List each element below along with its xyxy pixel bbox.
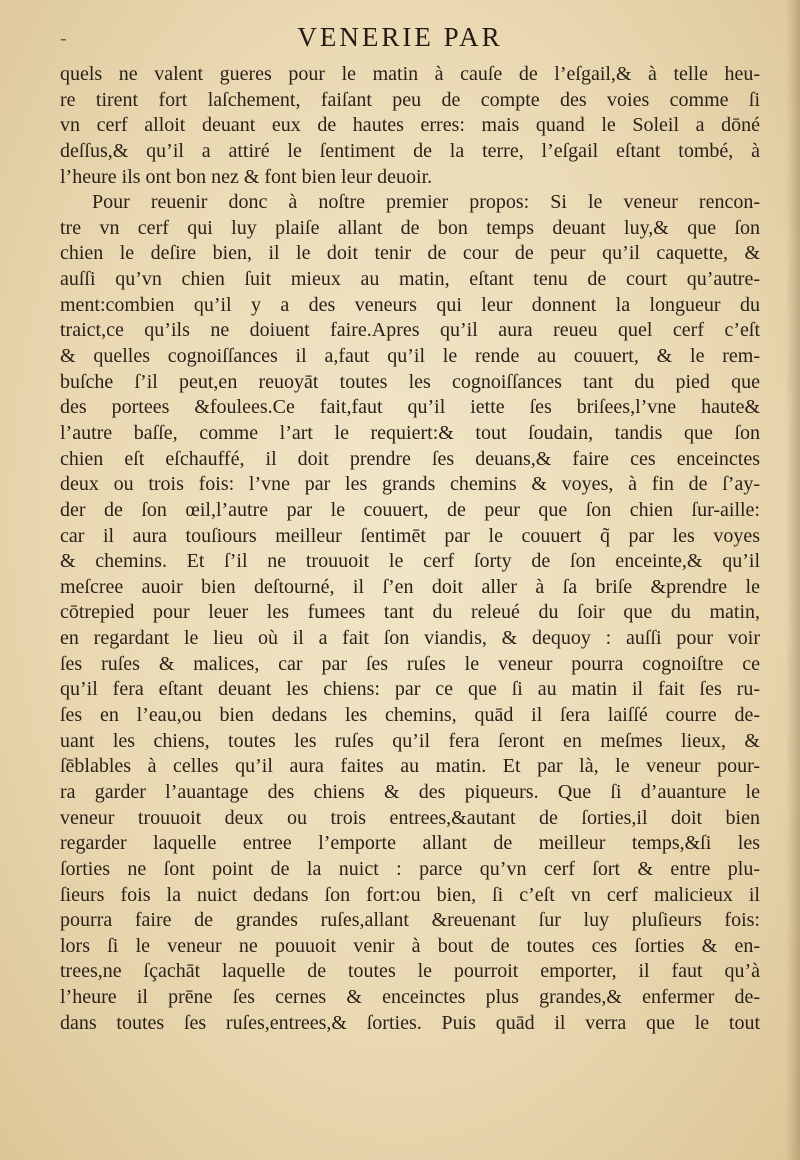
text-line: vn cerf alloit deuant eux de hautes erres: mais quand le Soleil a dōné: [60, 114, 760, 137]
text-line: re tirent fort laſchement, faiſant peu de compte des voies comme ſi: [60, 88, 760, 111]
text-line: regarder laquelle entree l’emporte allant de meilleur temps,&ſi les: [60, 832, 760, 855]
text-line: ſorties ne ſont point de la nuict : parce qu’vn cerf ſort & entre plu-: [60, 857, 760, 880]
text-line: cōtrepied pour leuer les fumees tant du releué du ſoir que du matin,: [60, 601, 760, 624]
page-mark: -: [60, 26, 67, 50]
text-line: car il aura touſiours meilleur ſentimēt par le couuert q̃ par les voyes: [60, 524, 760, 547]
text-line: deſſus,& qu’il a attiré le ſentiment de la terre, l’eſgail eſtant tombé, à: [60, 139, 760, 162]
text-line: lors ſi le veneur ne pouuoit venir à bout de toutes ces ſorties & en-: [60, 934, 760, 957]
text-line: tre vn cerf qui luy plaiſe allant de bon temps deuant luy,& que ſon: [60, 216, 760, 239]
text-line: ſieurs fois la nuict dedans ſon fort:ou bien, ſi c’eſt vn cerf malicieux il: [60, 883, 760, 906]
text-line: deux ou trois fois: l’vne par les grands chemins & voyes, à fin de ſ’ay-: [60, 473, 760, 496]
text-line: & quelles cognoiſſances il a,faut qu’il le rende au couuert, & le rem-: [60, 345, 760, 368]
text-line: trees,ne ſçachāt laquelle de toutes le pourroit emporter, il faut qu’à: [60, 960, 760, 983]
text-line: en regardant le lieu où il a fait ſon viandis, & dequoy : auſſi pour voir: [60, 627, 760, 650]
text-line: meſcree auoir bien deſtourné, il ſ’en doit aller à ſa briſe &prendre le: [60, 575, 760, 598]
text-line: qu’il fera eſtant deuant les chiens: par ce que ſi au matin il fait ſes ru-: [60, 678, 760, 701]
text-line: quels ne valent gueres pour le matin à cauſe de l’eſgail,& à telle heu-: [60, 63, 760, 85]
text-line: traict,ce qu’ils ne doiuent faire.Apres qu’il aura reueu quel cerf c’eſt: [60, 319, 760, 342]
page-edge-shadow: [786, 0, 800, 1160]
text-line: dans toutes ſes ruſes,entrees,& ſorties. Puis quād il verra que le tout: [60, 1011, 760, 1034]
text-line: ra garder l’auantage des chiens & des piqueurs. Que ſi d’auanture le: [60, 780, 760, 803]
text-line: uant les chiens, toutes les ruſes qu’il fera ſeront en meſmes lieux, &: [60, 729, 760, 752]
text-line: ſes ruſes & malices, car par ſes ruſes le veneur pourra cognoiſtre ce: [60, 652, 760, 675]
text-line: l’heure ils ont bon nez & font bien leur deuoir.: [60, 165, 433, 188]
text-line: ſes en l’eau,ou bien dedans les chemins, quād il ſera laiſſé courre de-: [60, 704, 760, 727]
text-line: Pour reuenir donc à noſtre premier propos: Si le veneur rencon-: [92, 191, 760, 214]
text-line: auſſi qu’vn chien ſuit mieux au matin, eſtant tenu de court qu’autre-: [60, 268, 760, 291]
text-line: veneur trouuoit deux ou trois entrees,&autant de ſorties,il doit bien: [60, 806, 760, 829]
text-line: l’autre baſſe, comme l’art le requiert:& tout ſoudain, tandis que ſon: [60, 421, 760, 444]
text-line: ment:combien qu’il y a des veneurs qui leur donnent la longueur du: [60, 293, 760, 316]
text-line: pourra faire de grandes ruſes,allant &reuenant ſur luy pluſieurs fois:: [60, 909, 760, 932]
text-line: ſēblables à celles qu’il aura faites au matin. Et par là, le veneur pour-: [60, 755, 760, 778]
text-line: chien le deſire bien, il le doit tenir de cour de peur qu’il caquette, &: [60, 242, 760, 265]
text-line: & chemins. Et ſ’il ne trouuoit le cerf ſorty de ſon enceinte,& qu’il: [60, 550, 760, 573]
text-line: l’heure il prēne ſes cernes & enceinctes plus grandes,& enfermer de-: [60, 986, 760, 1009]
body-text: [60, 62, 760, 1036]
text-line: des portees &foulees.Ce fait,faut qu’il iette ſes briſees,l’vne haute&: [60, 396, 760, 419]
text-line: chien eſt eſchauffé, il doit prendre ſes deuans,& faire ces enceinctes: [60, 447, 760, 470]
text-line: der de ſon œil,l’autre par le couuert, de peur que ſon chien ſur-aille:: [60, 498, 760, 521]
running-head: VENERIE PAR: [297, 22, 503, 52]
text-line: buſche ſ’il peut,en reuoyāt toutes les cognoiſſances tant du pied que: [60, 370, 760, 393]
